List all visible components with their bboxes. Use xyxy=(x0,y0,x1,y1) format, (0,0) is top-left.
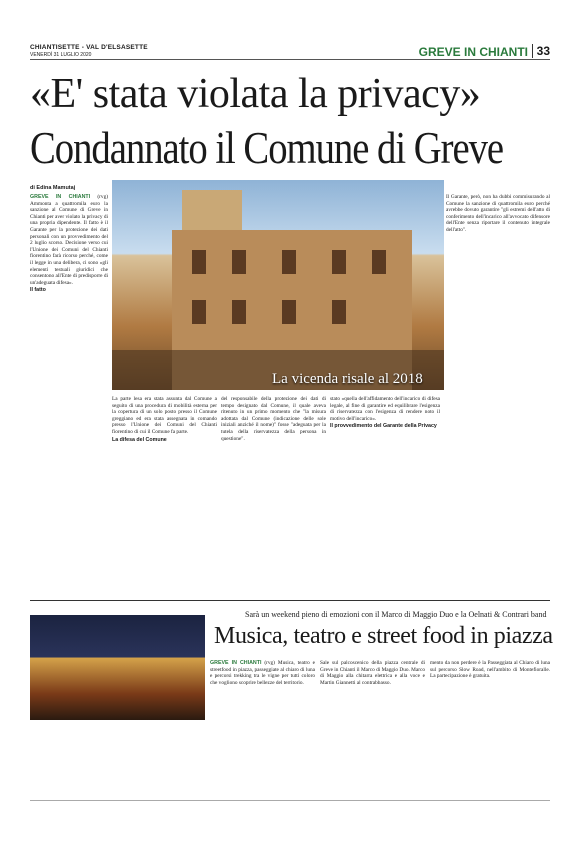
section-name: GREVE IN CHIANTI xyxy=(418,45,528,59)
building-illustration xyxy=(112,180,444,390)
subhead: Il provvedimento del Garante della Privacy xyxy=(330,423,437,430)
subhead: La difesa del Comune xyxy=(112,436,167,443)
subhead: Il fatto xyxy=(30,287,46,294)
issue-date: VENERDÌ 31 LUGLIO 2020 xyxy=(30,52,92,58)
article1-column-2: La parte lesa era stata assunta dal Comune a seguito di una procedura di mobilità esterna per la copertura di un solo posto presso il Comune greggiano ed era stata assegnata in comando presso l'Unione dei Comuni del Chianti fiorentino di cui il Comune fa parte. La difesa del Comune xyxy=(112,396,217,443)
footer-rule xyxy=(30,800,550,801)
article1-column-1: GREVE IN CHIANTI (rvg) Ammonta a quattromila euro la sanzione al Comune di Greve in Chianti per aver violato la privacy di una propria dipendente. Il fatto è il Garante per la protezione dei dati personali con un provvedimento del 2 luglio scorso. Decisione verso cui l'Unione dei Comuni del Chianti fiorentino farà ricorso perché, come il legge in una delibera, ci sono «gli elementi testuali giuridici che consentono all'Ente di predisporre di un'adeguata difesa». Il fatto xyxy=(30,194,108,294)
town-hall-photo xyxy=(112,180,444,390)
tower xyxy=(182,190,242,230)
dateline: GREVE IN CHIANTI xyxy=(30,194,91,200)
article2-kicker: Sarà un weekend pieno di emozioni con il Marco di Maggio Duo e la Oelnati & Contrari band xyxy=(245,610,547,619)
article-byline: di Edina Mamutaj xyxy=(30,185,76,191)
article-headline: Condannato il Comune di Greve xyxy=(30,123,504,173)
article-kicker: «E' stata violata la privacy» xyxy=(30,71,481,117)
photo-caption: La vicenda risale al 2018 xyxy=(272,371,423,387)
article2-column-3: mento da non perdere è la Passeggiata al Chiaro di luna sul percorso Slow Road, nell'ambito di Montefioralle. La partecipazione è gratuita. xyxy=(430,660,550,680)
article2-column-1: GREVE IN CHIANTI (rvg) Musica, teatro e streetfood in piazza, passeggiate al chiaro di luna e percorsi trekking tra le vigne per tutti coloro che vogliono scoprire bellezze del territorio. xyxy=(210,660,315,686)
article1-column-4: stato «quella dell'affidamento dell'incarico di difesa legale, al fine di garantire ed equilibrare l'esigenza di riservatezza con l'esigenza di rendere noto il motivo dell'incarico». Il provvedimento del Garante della Privacy xyxy=(330,396,440,430)
dateline: GREVE IN CHIANTI xyxy=(210,660,262,666)
piazza-photo xyxy=(30,615,205,720)
page-header xyxy=(30,44,550,60)
publication-name: CHIANTISETTE - VAL D'ELSASETTE xyxy=(30,44,148,51)
article2-column-2: Sale sul palcoscenico della piazza centrale di Greve in Chianti il Marco di Maggio Duo. Marco di Maggio alla chitarra elettrica e alla voce e Martin Giannetti al contrabbasso. xyxy=(320,660,425,686)
page-number: 33 xyxy=(532,44,550,58)
article2-headline: Musica, teatro e street food in piazza xyxy=(214,623,553,649)
article1-column-3: del responsabile della protezione dei dati di tempo designato dal Comune, il quale aveva ritenuto in un primo momento che "la misura adottata dal Comune (indicazione delle sole iniziali anziché il nome)" fosse "adeguata per la tutela della riservatezza della persona in questione". xyxy=(221,396,326,442)
article1-column-5: Il Garante, però, non ha dubbi commisurando al Comune la sanzione di quattromila euro perché avrebbe dovuto garantire "gli estremi dell'atto di conferimento dell'incarico all'avvocato difensore dell'Ente senza riportare il contenuto integrale dell'atto". xyxy=(446,194,550,233)
